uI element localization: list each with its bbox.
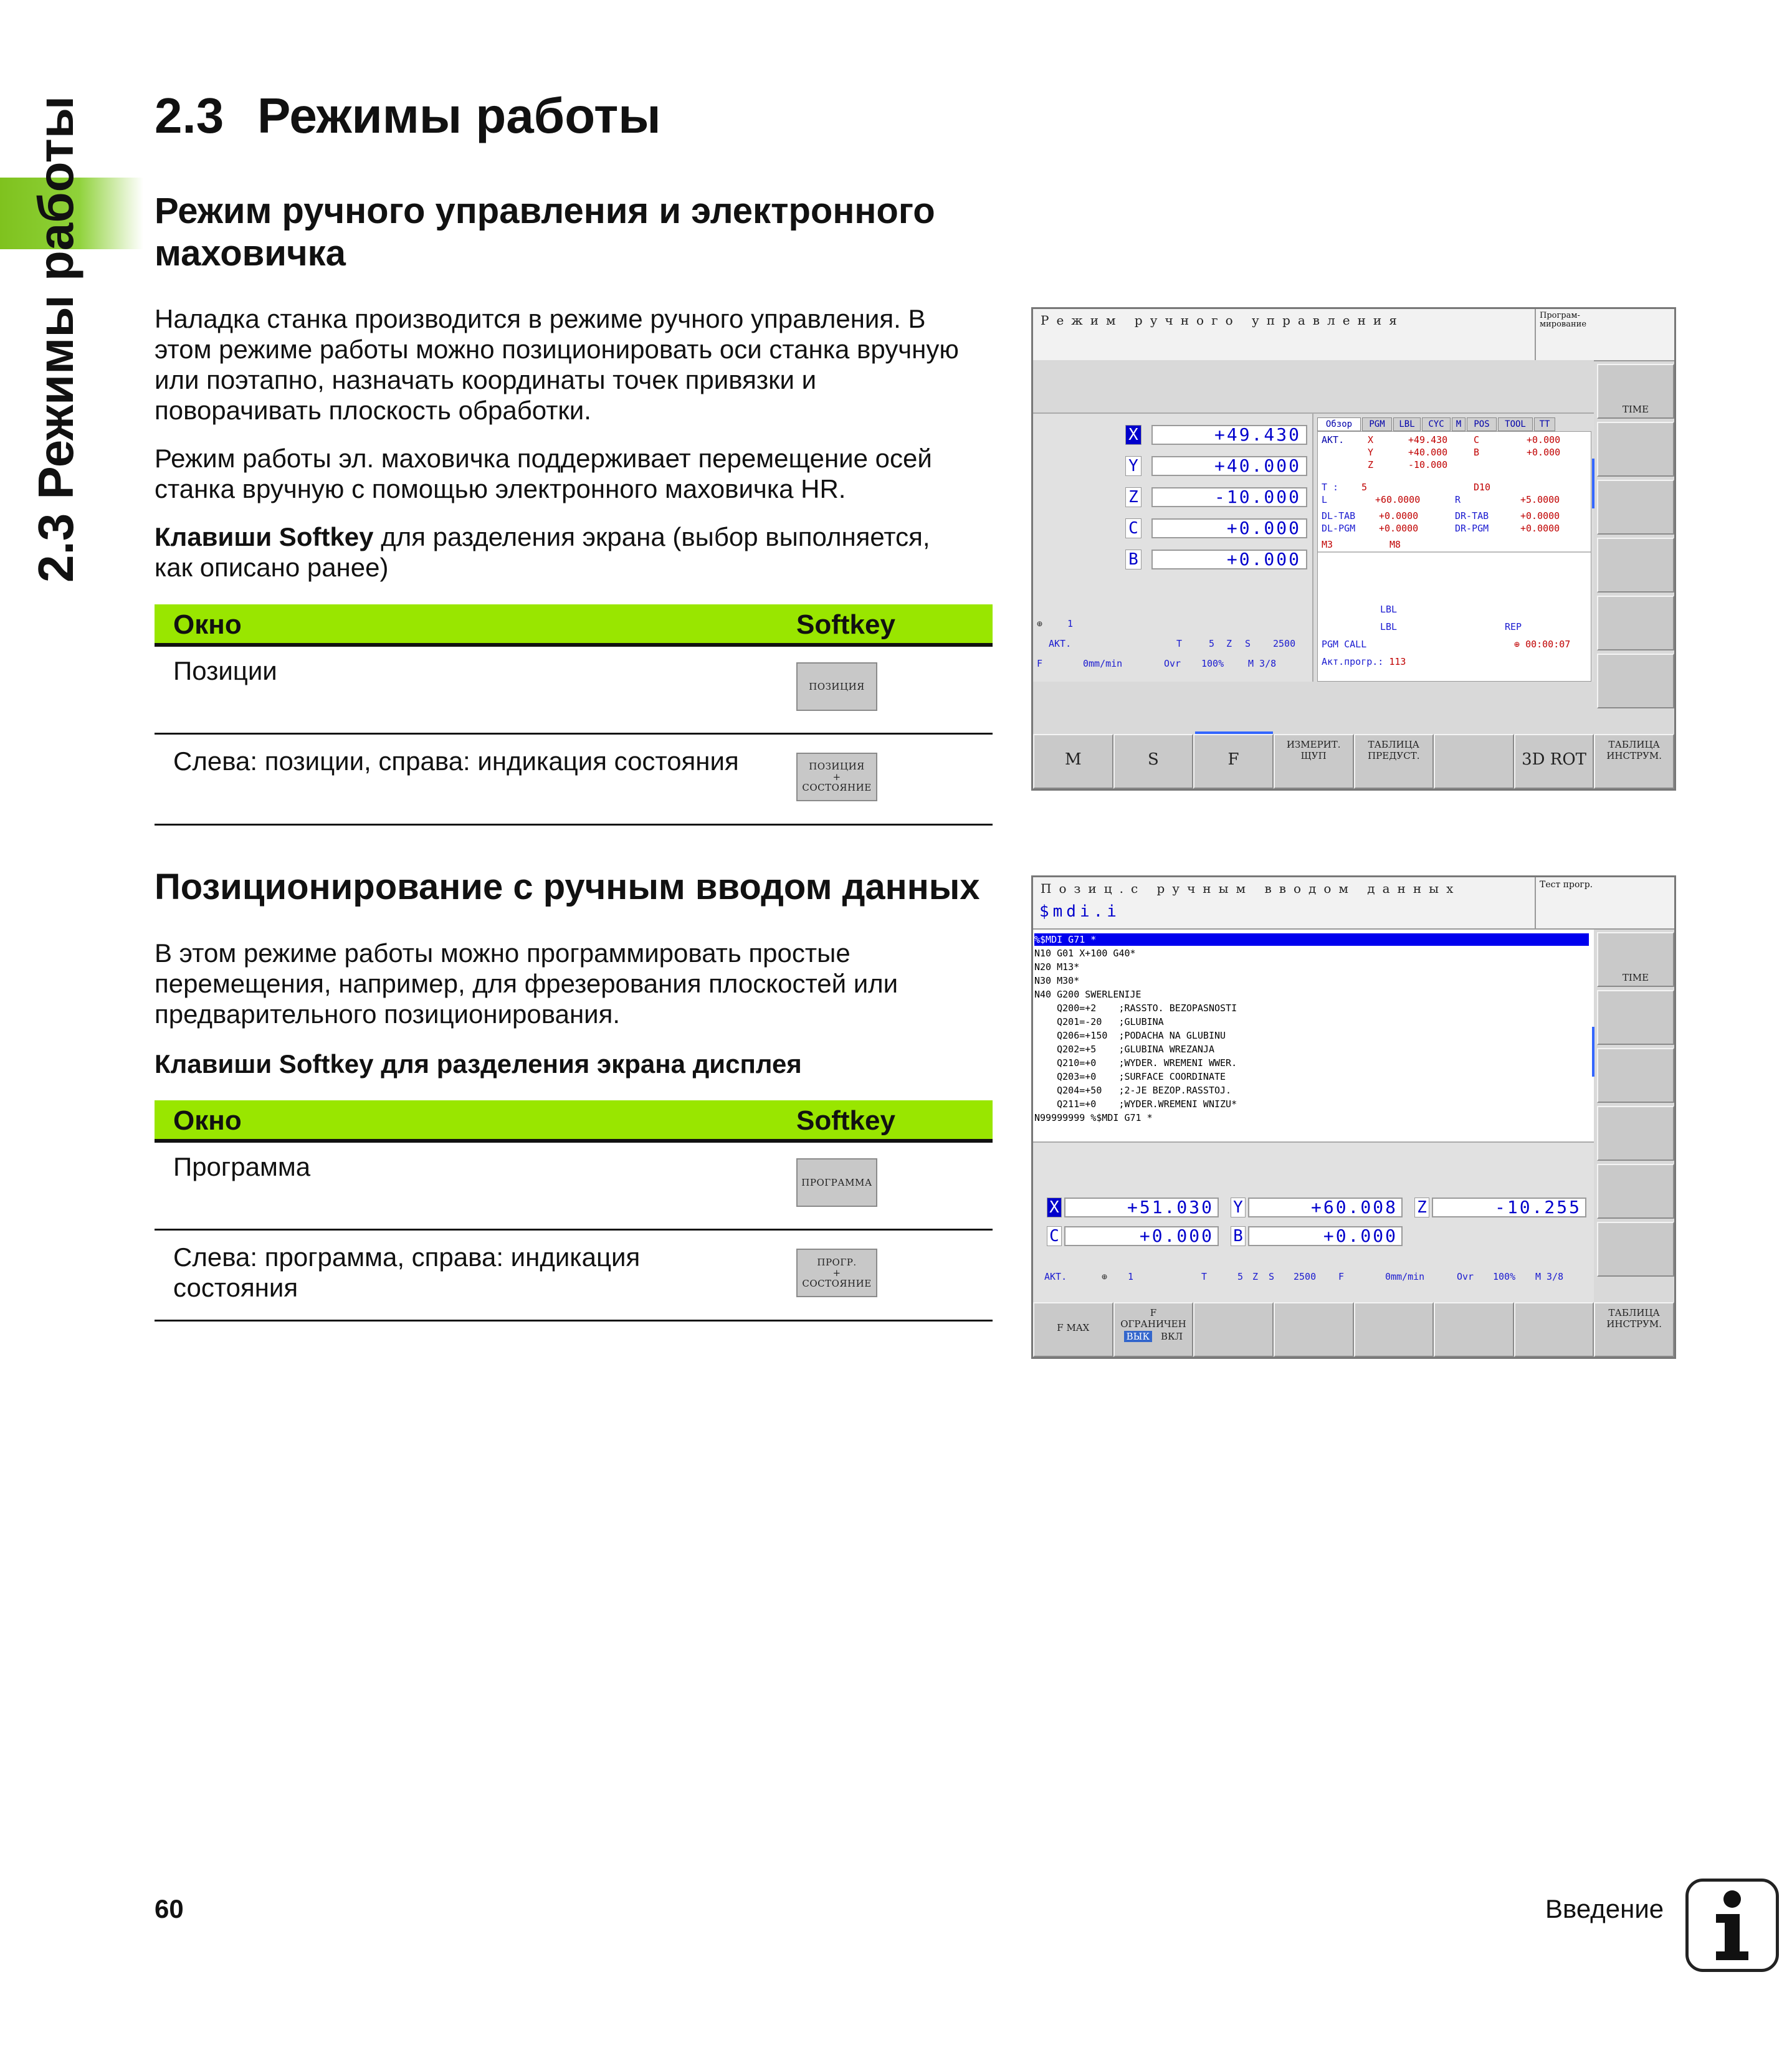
screen1-status-panel	[1312, 414, 1594, 682]
softkey-label: ПОЗИЦИЯ	[809, 760, 865, 772]
status-tab[interactable]: TOOL	[1498, 417, 1533, 431]
footer-section: Введение	[1545, 1894, 1664, 1923]
axis-value: +0.000	[1151, 550, 1307, 569]
softkey-progr-sostoyanie[interactable]	[796, 1249, 877, 1297]
axis-letter: Y	[1125, 456, 1141, 476]
screen1-info-ovr: Ovr	[1164, 658, 1181, 669]
screen-mdi-mode	[1031, 875, 1676, 1359]
table2-col-softkey: Softkey	[796, 1105, 895, 1136]
status-l-value: +60.0000	[1375, 494, 1421, 505]
softkey-label: ИЗМЕРИТ.	[1286, 739, 1341, 750]
softkey-label: ПРОГРАММА	[801, 1176, 872, 1188]
status-m3: M3	[1322, 539, 1333, 550]
axis-letter: B	[1125, 550, 1141, 569]
screen1-tool-icon: ⊕	[1037, 618, 1043, 629]
text-line: или поэтапно, назначать координаты точек привязки и	[155, 365, 817, 394]
status-content	[1317, 431, 1591, 682]
status-axis: B	[1474, 447, 1480, 458]
softkey-programma[interactable]	[796, 1158, 877, 1207]
vertical-softkey[interactable]	[1597, 538, 1674, 593]
bottom-softkey[interactable]	[1354, 734, 1434, 789]
screen2-info-f: F	[1338, 1271, 1345, 1282]
scroll-indicator[interactable]	[1592, 459, 1594, 508]
screen1-info-s: S	[1245, 638, 1251, 649]
text-line: станка вручную с помощью электронного маховичка HR.	[155, 474, 846, 503]
status-dlpgm-label: DL-PGM	[1322, 523, 1356, 534]
info-icon[interactable]	[1685, 1879, 1779, 1972]
table-divider	[155, 1320, 993, 1322]
softkey-label: ПРЕДУСТ.	[1368, 750, 1420, 761]
screen2-info-s: S	[1269, 1271, 1275, 1282]
table1-row1-text: Позиции	[173, 656, 277, 685]
program-line[interactable]: %$MDI G71 *	[1034, 933, 1589, 946]
status-axis-value: -10.000	[1408, 459, 1448, 470]
axis-value: +49.430	[1151, 425, 1307, 445]
text-line: как описано ранее)	[155, 553, 389, 582]
screen1-info-f-value: 0mm/min	[1083, 658, 1123, 669]
section-title: Режимы работы	[257, 88, 661, 143]
section1-title-line1: Режим ручного управления и электронного	[155, 191, 935, 231]
bottom-softkey[interactable]	[1434, 734, 1514, 789]
status-axis: C	[1474, 434, 1480, 445]
vertical-softkey[interactable]	[1597, 990, 1674, 1045]
section1-paragraph2	[155, 443, 996, 504]
table-divider	[155, 733, 993, 735]
section2-paragraph1	[155, 938, 996, 1029]
program-line[interactable]: N30 M30*	[1034, 975, 1080, 986]
screen1-title-bar	[1033, 309, 1535, 361]
bottom-softkey[interactable]	[1514, 1302, 1594, 1357]
screen1-info-one: 1	[1067, 618, 1074, 629]
bottom-softkey[interactable]	[1113, 1302, 1194, 1357]
akt-prog-label: Акт.прогр.:	[1322, 656, 1384, 667]
text-line: состояния	[173, 1273, 298, 1302]
program-line[interactable]: Q206=+150 ;PODACHA NA GLUBINU	[1034, 1030, 1226, 1041]
status-tab[interactable]: TT	[1534, 417, 1555, 431]
bottom-softkey[interactable]	[1274, 1302, 1354, 1357]
vertical-softkey[interactable]	[1597, 1048, 1674, 1103]
program-line[interactable]: Q201=-20 ;GLUBINA	[1034, 1016, 1164, 1027]
screen1-info-z: Z	[1226, 638, 1232, 649]
status-r-label: R	[1455, 494, 1461, 505]
screen2-mode-title: Позиц.с ручным вводом данных	[1041, 881, 1461, 896]
vertical-softkey[interactable]	[1597, 1106, 1674, 1161]
status-axis-value: +0.000	[1527, 447, 1561, 458]
program-line[interactable]: N99999999 %$MDI G71 *	[1034, 1112, 1153, 1123]
bottom-softkey[interactable]	[1354, 1302, 1434, 1357]
section2-paragraph2: Клавиши Softkey для разделения экрана дисплея	[155, 1049, 802, 1079]
table1-col-softkey: Softkey	[796, 609, 895, 640]
status-tab[interactable]: PGM	[1362, 417, 1392, 431]
screen1-workspace	[1033, 414, 1594, 682]
screen2-title-bar	[1033, 877, 1535, 930]
screen1-corner	[1535, 309, 1675, 361]
softkey-label: ТАБЛИЦА	[1608, 739, 1660, 750]
status-tab[interactable]: LBL	[1393, 417, 1421, 431]
vertical-softkey[interactable]	[1597, 596, 1674, 650]
text-line: Режим работы эл. маховичка поддерживает перемещение осей	[155, 444, 932, 473]
softkey-toggle	[1115, 1331, 1193, 1342]
screen2-info-s-value: 2500	[1294, 1271, 1317, 1282]
screen2-info-one: 1	[1128, 1271, 1134, 1282]
text-line: Наладка станка производится в режиме ручного управления. В	[155, 304, 926, 333]
softkey-pozitsiya-sostoyanie[interactable]	[796, 753, 877, 801]
text-line: предварительного позиционирования.	[155, 999, 621, 1029]
status-rep: REP	[1505, 621, 1522, 632]
info-glyph	[1689, 1882, 1776, 1969]
softkey-label: СОСТОЯНИЕ	[802, 1277, 872, 1289]
screen2-corner	[1535, 877, 1675, 930]
status-tab[interactable]: M	[1452, 417, 1466, 431]
section2-title: Позиционирование с ручным вводом данных	[155, 867, 980, 907]
vertical-softkey[interactable]	[1597, 1222, 1674, 1277]
program-line[interactable]: Q203=+0 ;SURFACE COORDINATE	[1034, 1071, 1226, 1082]
screen2-info-t-value: 5	[1237, 1271, 1244, 1282]
program-line[interactable]: Q204=+50 ;2-JE BEZOP.RASSTOJ.	[1034, 1085, 1232, 1096]
text-line	[155, 522, 996, 552]
section1-title	[155, 190, 935, 275]
softkey-label: F	[1227, 750, 1239, 769]
table2-col-window: Окно	[173, 1105, 242, 1136]
status-t-value: 5	[1361, 482, 1368, 493]
status-dltab-value: +0.0000	[1379, 510, 1419, 522]
section1-paragraph3	[155, 522, 996, 583]
screen2-info-z: Z	[1252, 1271, 1259, 1282]
screen2-axes-area	[1033, 1191, 1594, 1303]
status-pgm-call: PGM CALL	[1322, 639, 1367, 650]
axis-letter: C	[1047, 1226, 1062, 1246]
bottom-softkey[interactable]	[1033, 1302, 1113, 1357]
screen2-info-f-value: 0mm/min	[1385, 1271, 1425, 1282]
bottom-softkey[interactable]	[1434, 1302, 1514, 1357]
axis-value: +0.000	[1151, 518, 1307, 538]
side-tab-label: 2.3 Режимы работы	[28, 95, 83, 583]
axis-value: -10.255	[1432, 1198, 1586, 1217]
status-r-value: +5.0000	[1520, 494, 1560, 505]
softkey-label: TIME	[1622, 972, 1649, 983]
text-line: поворачивать плоскость обработки.	[155, 396, 591, 425]
program-line[interactable]: N40 G200 SWERLENIJE	[1034, 989, 1141, 1000]
axis-letter: Y	[1231, 1198, 1246, 1217]
screen2-tool-icon: ⊕	[1102, 1271, 1108, 1282]
vertical-softkey[interactable]	[1597, 480, 1674, 535]
status-clock: ⊕ 00:00:07	[1514, 639, 1571, 650]
axis-letter: X	[1047, 1198, 1062, 1217]
softkey-label: +	[832, 1267, 841, 1279]
text-line: мирование	[1540, 320, 1587, 329]
softkey-label: +	[832, 771, 841, 783]
axis-letter: C	[1125, 518, 1141, 538]
status-drtab-value: +0.0000	[1520, 510, 1560, 522]
status-akt-label: AKT.	[1322, 434, 1345, 445]
softkey-pozitsiya[interactable]	[796, 662, 877, 711]
softkey-label: ПРОГР.	[817, 1256, 857, 1268]
softkey-label: F MAX	[1057, 1322, 1090, 1333]
softkey-label: ТАБЛИЦА	[1608, 1307, 1660, 1318]
status-axis-value: +49.430	[1408, 434, 1448, 445]
status-tab[interactable]: Обзор	[1317, 417, 1361, 431]
screen1-info-akt: AKT.	[1049, 638, 1072, 649]
screen2-blank	[1033, 1141, 1594, 1193]
vertical-softkey[interactable]	[1597, 422, 1674, 477]
axis-letter: B	[1231, 1226, 1246, 1246]
table1-col-window: Окно	[173, 609, 242, 640]
bottom-softkey[interactable]	[1193, 734, 1274, 789]
table-divider	[155, 1229, 993, 1231]
bottom-softkey[interactable]	[1274, 734, 1354, 789]
status-axis: Z	[1368, 459, 1374, 470]
screen1-info-t-value: 5	[1209, 638, 1215, 649]
text-line: этом режиме работы можно позиционировать оси станка вручную	[155, 335, 959, 364]
status-drpgm-label: DR-PGM	[1455, 523, 1489, 534]
status-tab[interactable]: CYC	[1422, 417, 1451, 431]
program-line[interactable]: Q200=+2 ;RASSTO. BEZOPASNOSTI	[1034, 1003, 1237, 1014]
bottom-softkey[interactable]	[1514, 734, 1594, 789]
table1-row2-text: Слева: позиции, справа: индикация состояния	[173, 746, 739, 776]
screen2-info-t: T	[1201, 1271, 1208, 1282]
status-axis-value: +0.000	[1527, 434, 1561, 445]
status-axis-value: +40.000	[1408, 447, 1448, 458]
screen2-info-ovr: Ovr	[1457, 1271, 1474, 1282]
status-dltab-label: DL-TAB	[1322, 510, 1356, 522]
bottom-softkey[interactable]	[1193, 1302, 1274, 1357]
axis-value: +0.000	[1248, 1226, 1403, 1246]
clock-value: 00:00:07	[1525, 639, 1571, 650]
screen1-info-m: M 3/8	[1248, 658, 1277, 669]
program-line[interactable]: Q210=+0 ;WYDER. WREMENI WWER.	[1034, 1057, 1237, 1069]
toggle-off: ВЫК	[1124, 1331, 1152, 1342]
vertical-softkey[interactable]	[1597, 654, 1674, 708]
axis-letter: Z	[1125, 487, 1141, 507]
status-tab[interactable]: POS	[1467, 417, 1497, 431]
screen2-program-listing[interactable]	[1033, 930, 1594, 1141]
screen2-info-m: M 3/8	[1535, 1271, 1564, 1282]
screen1-mode-title: Режим ручного управления	[1041, 313, 1404, 328]
table2-row1-text: Программа	[173, 1152, 311, 1181]
section1-title-line2: маховичка	[155, 233, 346, 274]
status-d-label: D10	[1474, 482, 1491, 493]
screen2-corner-label: Тест прогр.	[1540, 880, 1593, 890]
softkey-label: ПОЗИЦИЯ	[809, 680, 865, 692]
bottom-softkey[interactable]	[1033, 734, 1113, 789]
screen2-info-ovr-value: 100%	[1493, 1271, 1516, 1282]
text-line: Слева: программа, справа: индикация	[173, 1242, 641, 1272]
axis-value: +60.008	[1248, 1198, 1403, 1217]
bottom-softkey[interactable]	[1113, 734, 1194, 789]
softkey-label: ИНСТРУМ.	[1606, 1318, 1662, 1330]
active-softkey-indicator	[1195, 731, 1273, 734]
section-number: 2.3	[155, 88, 224, 143]
bottom-softkey[interactable]	[1594, 1302, 1674, 1357]
vertical-softkey[interactable]	[1597, 1164, 1674, 1219]
softkey-label: ЩУП	[1300, 750, 1327, 761]
screen1-info-t: T	[1176, 638, 1183, 649]
status-akt-prog	[1322, 656, 1406, 667]
axis-value: +40.000	[1151, 456, 1307, 476]
status-drpgm-value: +0.0000	[1520, 523, 1560, 534]
softkey-label: ИНСТРУМ.	[1606, 750, 1662, 761]
screen1-info-ovr-value: 100%	[1201, 658, 1224, 669]
status-dlpgm-value: +0.0000	[1379, 523, 1419, 534]
section1-paragraph1	[155, 303, 996, 426]
table2-header	[155, 1100, 993, 1143]
status-divider	[1318, 551, 1591, 553]
status-lbl1: LBL	[1380, 604, 1398, 615]
table2-row2-text	[173, 1242, 640, 1303]
axis-letter: X	[1125, 425, 1141, 445]
status-axis: Y	[1368, 447, 1374, 458]
status-m8: M8	[1389, 539, 1401, 550]
screen-manual-mode	[1031, 307, 1676, 791]
program-line[interactable]: N10 G01 X+100 G40*	[1034, 948, 1136, 959]
screen2-info-akt: AKT.	[1044, 1271, 1067, 1282]
softkey-label: S	[1148, 750, 1159, 769]
axis-letter: Z	[1414, 1198, 1429, 1217]
bottom-softkey[interactable]	[1594, 734, 1674, 789]
page-title	[155, 87, 661, 145]
softkey-label: M	[1065, 750, 1082, 769]
axis-value: +0.000	[1064, 1226, 1219, 1246]
screen1-info-s-value: 2500	[1273, 638, 1296, 649]
table-divider	[155, 824, 993, 826]
screen1-corner-label	[1540, 312, 1586, 329]
axis-value: +51.030	[1064, 1198, 1219, 1217]
text-line: В этом режиме работы можно программировать простые	[155, 938, 851, 968]
bold-text: Клавиши Softkey	[155, 522, 374, 551]
softkey-label: F	[1150, 1307, 1157, 1318]
status-tabs	[1317, 417, 1591, 431]
softkey-time[interactable]	[1597, 932, 1674, 987]
axis-value: -10.000	[1151, 487, 1307, 507]
status-drtab-label: DR-TAB	[1455, 510, 1489, 522]
status-axis: X	[1368, 434, 1374, 445]
text-span: для разделения экрана (выбор выполняется,	[373, 522, 930, 551]
table1-header	[155, 604, 993, 647]
softkey-label: TIME	[1622, 404, 1649, 415]
program-line[interactable]: Q202=+5 ;GLUBINA WREZANJA	[1034, 1044, 1214, 1055]
toggle-on: ВКЛ	[1161, 1331, 1183, 1342]
softkey-label: ОГРАНИЧЕН	[1120, 1318, 1186, 1330]
status-l-label: L	[1322, 494, 1328, 505]
screen1-upper-blank	[1033, 360, 1594, 414]
scroll-indicator[interactable]	[1592, 1027, 1594, 1077]
screen1-info-f: F	[1037, 658, 1043, 669]
text-line: Програм-	[1540, 311, 1580, 320]
softkey-label: 3D ROT	[1522, 750, 1586, 769]
page-number: 60	[155, 1894, 184, 1923]
screen1-lower-blank	[1033, 682, 1594, 729]
akt-prog-value: 113	[1389, 656, 1406, 667]
text-line: перемещения, например, для фрезерования плоскостей или	[155, 969, 898, 998]
softkey-time[interactable]	[1597, 364, 1674, 419]
program-line[interactable]: N20 M13*	[1034, 961, 1080, 973]
softkey-label: ТАБЛИЦА	[1368, 739, 1420, 750]
softkey-label: СОСТОЯНИЕ	[802, 781, 872, 793]
program-line[interactable]: Q211=+0 ;WYDER.WREMENI WNIZU*	[1034, 1098, 1237, 1110]
screen2-filename: $mdi.i	[1039, 902, 1120, 921]
status-t-label: T :	[1322, 482, 1339, 493]
status-lbl2: LBL	[1380, 621, 1398, 632]
